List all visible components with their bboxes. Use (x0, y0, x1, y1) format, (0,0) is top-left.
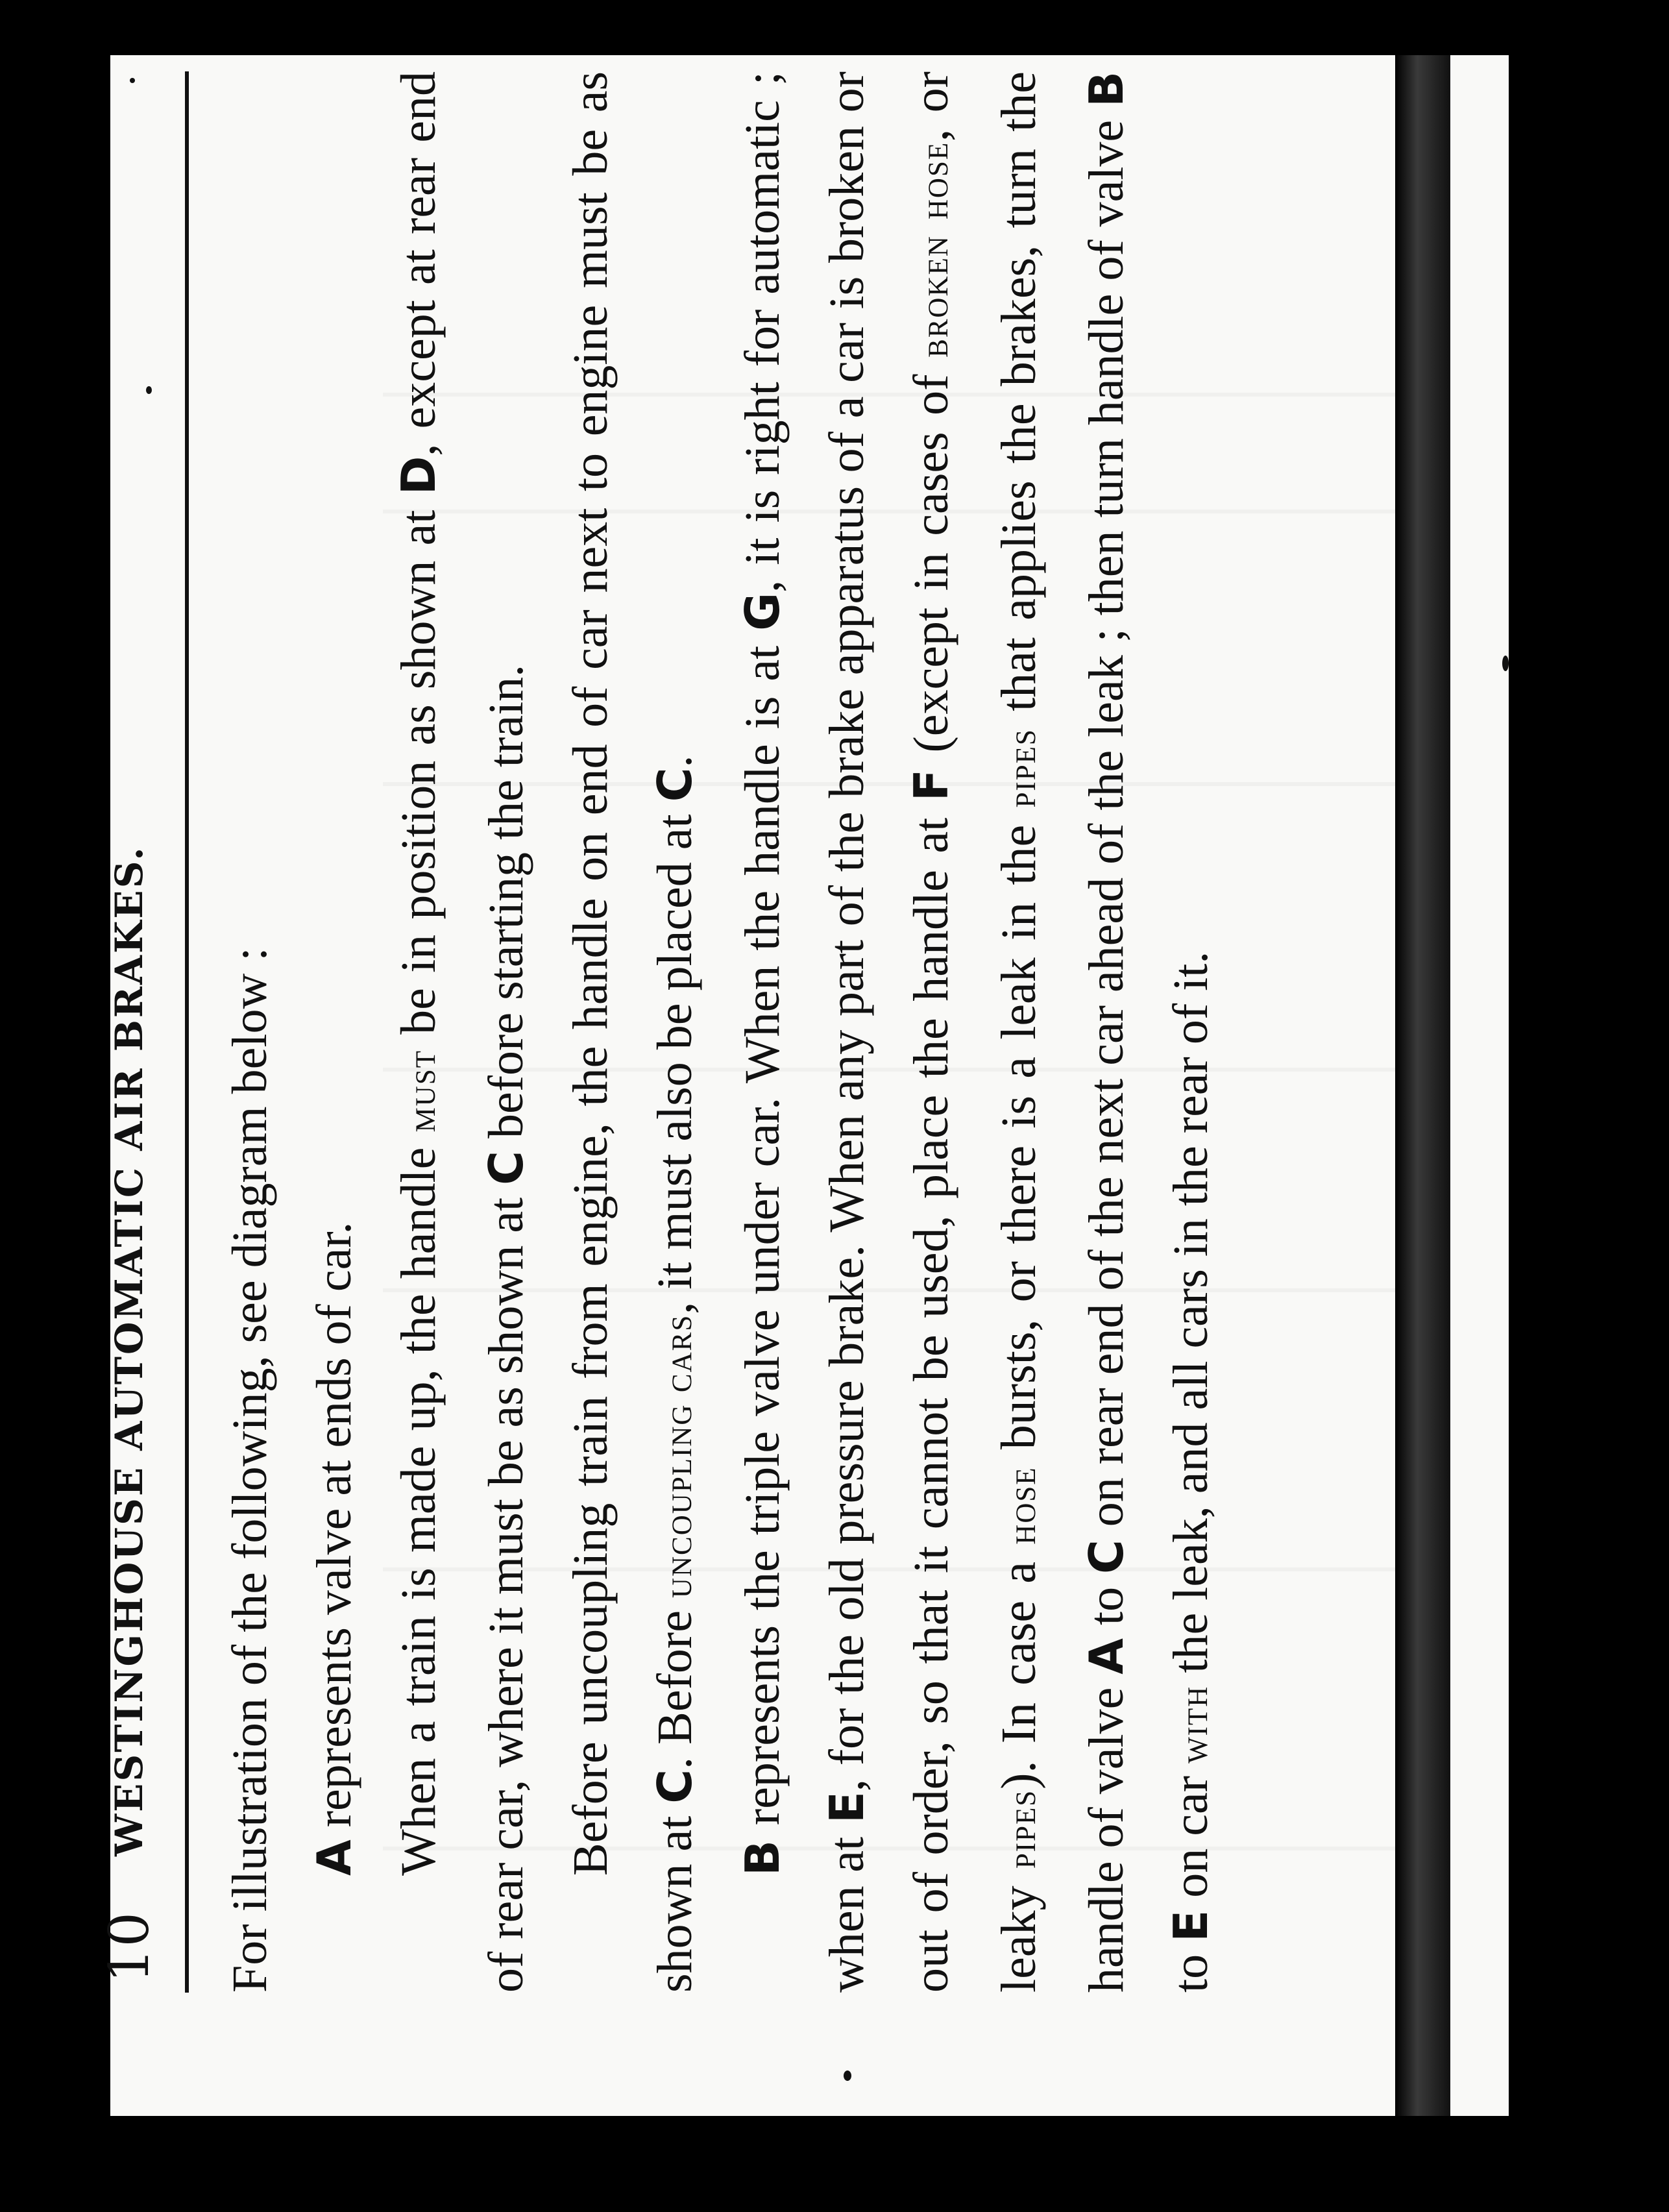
page-number: 10 (97, 1911, 161, 1983)
body-text (208, 71, 1236, 1993)
paragraph-valve-a: A represents valve at ends of car. (307, 1222, 361, 1876)
rotated-text-block (71, 71, 1343, 1993)
running-head (71, 71, 175, 1993)
paragraph-uncoupling: Before uncoupling train from engine, the handle on end of car next to engine must be as shown at C. Before uncoupling cars, it must also be placed at C. (563, 71, 702, 1993)
scan-speck (844, 2071, 851, 2081)
page-gutter (1395, 55, 1450, 2116)
intro-paragraph: For illustration of the following, see diagram below : (223, 947, 277, 1993)
paragraph-train-made-up: When a train is made up, the handle must be in position as shown at D, except at rear end of rear car, where it must be as shown at C before starting the train. (391, 71, 533, 1993)
header-rule (185, 71, 189, 1993)
paragraph-triple-valve-b: B represents the triple valve under car. When the handle is at G, it is right for automatic ; when at E, for the old pressure brake. When any part of the brake apparatus of a car is broken or out of order, so that it cannot be used, place the handle at F (except in cases of broken hose, or leaky pipes). In case a hose bursts, or there is a leak in the pipes that applies the brakes, turn the handle of valve A to C on rear end of the next car ahead of the leak ; then turn handle of valve B to E on car with the leak, and all cars in the rear of it. (735, 71, 1218, 1993)
running-title: WESTINGHOUSE AUTOMATIC AIR BRAKES. (107, 845, 151, 1856)
scan-speck (1502, 656, 1509, 671)
